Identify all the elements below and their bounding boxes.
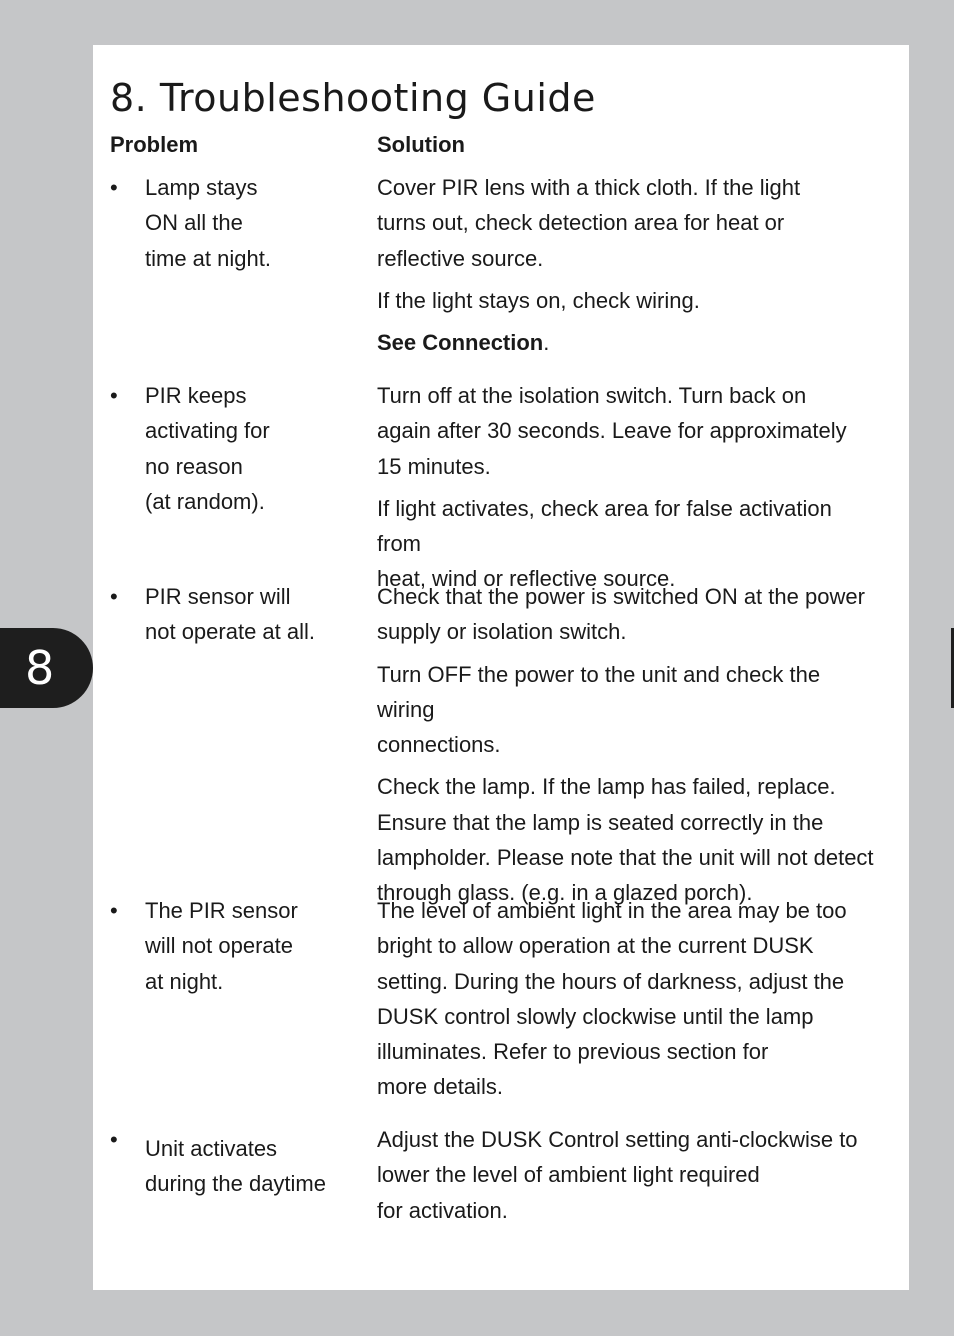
chapter-tab [0,628,93,708]
problem-column-header: Problem [110,132,199,157]
solution-paragraph: Turn off at the isolation switch. Turn back on again after 30 seconds. Leave for approximately 15 minutes. [377,383,847,479]
problem-text: PIR keeps activating for no reason (at random). [145,383,270,514]
solution-paragraph: The level of ambient light in the area may be too bright to allow operation at the current DUSK setting. During the hours of darkness, adjust the DUSK control slowly clockwise until the lamp illuminates. Refer to previous section for more details. [377,898,847,1100]
see-connection-reference [377,325,877,360]
solution-block [377,1122,877,1235]
chapter-tab-number: 8 [25,641,55,695]
solution-paragraph: If the light stays on, check wiring. [377,287,700,313]
section-number: 8. [110,76,148,120]
bullet-icon: • [110,584,118,609]
solution-paragraph: Check that the power is switched ON at the power supply or isolation switch. [377,584,865,645]
bullet-icon: • [110,1127,118,1152]
bullet-icon: • [110,383,118,408]
section-title: Troubleshooting Guide [159,76,596,120]
solution-paragraph: Adjust the DUSK Control setting anti-clockwise to lower the level of ambient light required for activation. [377,1127,858,1223]
bullet-icon: • [110,175,118,200]
solution-paragraph: Cover PIR lens with a thick cloth. If the light turns out, check detection area for heat or reflective source. [377,175,801,271]
solution-block [377,170,877,367]
solution-column-header: Solution [377,132,465,157]
solution-block [377,378,877,604]
bullet-icon: • [110,898,118,923]
solution-block [377,579,877,918]
solution-paragraph: Turn OFF the power to the unit and check the wiring connections. [377,661,821,758]
problem-text: Unit activates during the daytime [145,1136,326,1197]
see-connection-suffix: . [543,330,550,356]
problem-text: The PIR sensor will not operate at night. [145,898,298,994]
problem-text: Lamp stays ON all the time at night. [145,175,271,271]
problem-text: PIR sensor will not operate at all. [145,584,316,645]
see-connection-link-text: See Connection [377,330,544,356]
page-title [110,74,596,122]
solution-paragraph: If light activates, check area for false activation from heat, wind or reflective source. [377,495,832,592]
solution-block [377,893,877,1112]
solution-paragraph: Check the lamp. If the lamp has failed, replace. Ensure that the lamp is seated correctly in the lampholder. Please note that the unit will not detect through glass. (e.g. in a glazed porch). [377,774,874,906]
